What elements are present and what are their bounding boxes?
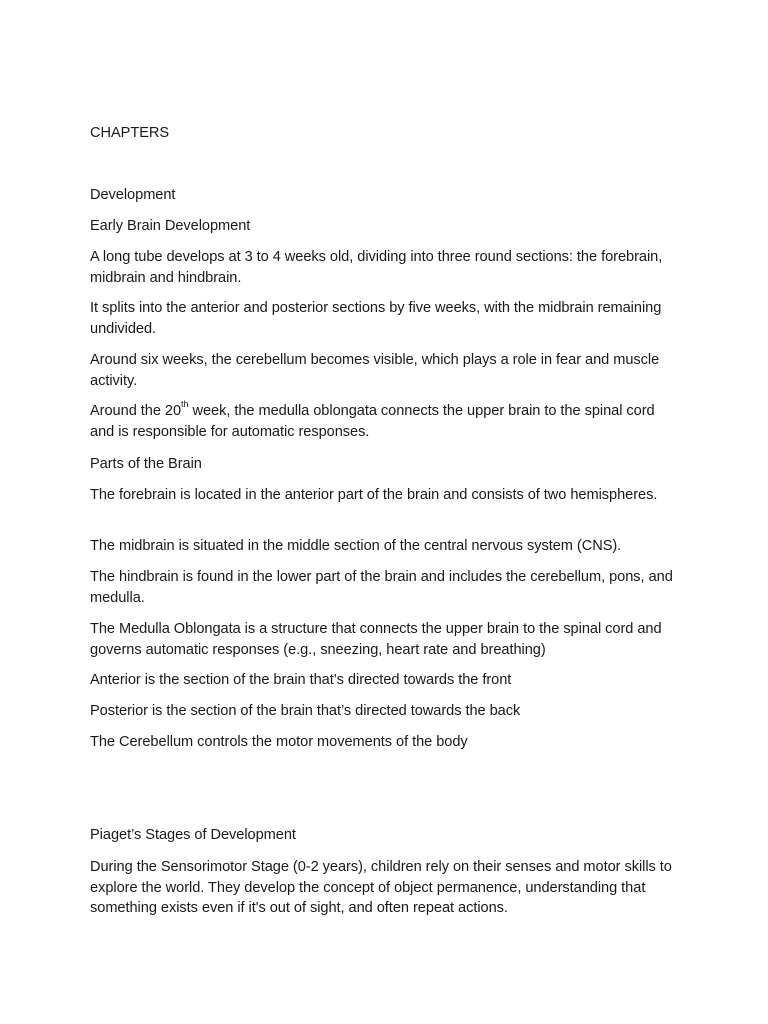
subsection-title-parts-of-brain: Parts of the Brain [90,456,202,472]
paragraph-week-20 [90,401,680,442]
paragraph-forebrain: The forebrain is located in the anterior part of the brain and consists of two hemispheres. [90,487,658,503]
paragraph-midbrain: The midbrain is situated in the middle section of the central nervous system (CNS). [90,538,622,554]
paragraph-cerebellum-visible: Around six weeks, the cerebellum becomes visible, which plays a role in fear and muscle activity. [90,352,660,389]
paragraph-posterior: Posterior is the section of the brain that’s directed towards the back [90,703,521,719]
subsection-title-early-brain-development: Early Brain Development [90,218,251,234]
week20-suffix: week, the medulla oblongata connects the upper brain to the spinal cord and is responsible for automatic responses. [90,403,655,440]
paragraph-hindbrain: The hindbrain is found in the lower part of the brain and includes the cerebellum, pons, and medulla. [90,569,673,606]
chapters-heading: CHAPTERS [90,125,170,141]
document-page [90,0,680,1024]
week20-prefix: Around the 20 [90,403,182,419]
paragraph-sensorimotor-stage: During the Sensorimotor Stage (0-2 years), children rely on their senses and motor skills to explore the world. They develop the concept of object permanence, understanding that something exists even if it's out of sight, and often repeat actions. [90,859,672,916]
paragraph-anterior: Anterior is the section of the brain that’s directed towards the front [90,672,512,688]
week20-superscript: th [181,399,189,410]
paragraph-tube-development: A long tube develops at 3 to 4 weeks old, dividing into three round sections: the forebrain, midbrain and hindbrain. [90,249,663,286]
paragraph-anterior-posterior-split: It splits into the anterior and posterior sections by five weeks, with the midbrain remaining undivided. [90,300,662,337]
paragraph-medulla-oblongata: The Medulla Oblongata is a structure that connects the upper brain to the spinal cord and governs automatic responses (e.g., sneezing, heart rate and breathing) [90,621,662,658]
section-title-development: Development [90,187,176,203]
subsection-title-piaget-stages: Piaget’s Stages of Development [90,827,296,843]
paragraph-cerebellum: The Cerebellum controls the motor movements of the body [90,734,468,750]
